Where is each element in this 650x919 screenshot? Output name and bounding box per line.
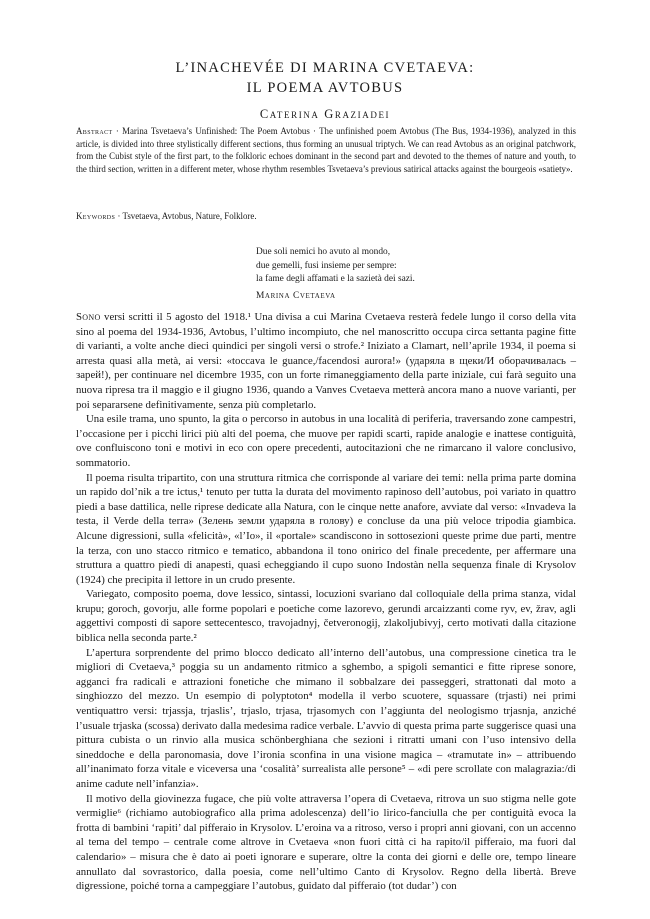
epigraph-line: due gemelli, fusi insieme per sempre:	[256, 260, 397, 271]
paragraph: L’apertura sorprendente del primo blocco dedicato all’interno dell’autobus, una compressione cinetica tra le migliori di Cvetaeva,³ poggia su un andamento ritmico a sghembo, a spigoli semantici e fitte riprese sonore, agganci fra radicali e attrazioni fonetiche che mimano il sobbalzare dei passeggeri, strattonati dal moto a singhiozzo del mezzo. Un esempio di polyptoton⁴ modella il verbo scuotere, squassare (trjasti) nei primi ventiquattro versi: trjassja, trjaslis’, trjaslo, trjasa, trjasomych con l’aggiunta del neologismo trjasnja, anziché l’usuale trjaska (scossa) derivato dalla medesima radice verbale. L’avvio di questa prima parte suggerisce quasi una pittura cubista o un rinvio alla musica schönberghiana che sezioni i ritratti umani con l’uso intensivo della sineddoche e della paronomasia, dove l’ironia sconfina in una visione magica – «tramutate in» – attribuendo all’inanimato forza vitale e viceversa una ‘cosalità’ surrealista alle persone⁵ – «di pere scrollate con malagrazia:/di anime cadute nell’infanzia».	[76, 646, 576, 790]
title-line-2: IL POEMA AVTOBUS	[246, 80, 404, 96]
paragraph-text: versi scritti il 5 agosto del 1918.¹ Una divisa a cui Marina Cvetaeva resterà fedele lungo il corso della vita sino al poema del 1934-1936, Avtobus, l’ultimo incompiuto, che nel manoscritto occupa circa settanta pagine fitte di varianti, a volte anche dieci quindici per singoli versi o strofe.² Iniziato a Clamart, nell’aprile 1934, il poema si arresta quasi alla metà, ai versi: «toccava le guance,/facendosi aurora!» (ударяла в щеки/И оборачивалась – зарей!), per continuare nel dicembre 1935, con un forte rimaneggiamento della parte iniziale, cui farà seguito una nuova ripresa tra il maggio e il giugno 1936, quando a Vanves Cvetaeva metterà ancora mano a nuove varianti, per poi separarsene definitivamente, senza più completarlo.	[76, 311, 576, 411]
abstract	[76, 125, 576, 175]
epigraph	[256, 246, 556, 303]
epigraph-attribution: Marina Cvetaeva	[256, 290, 336, 301]
keywords-label: Keywords	[76, 211, 116, 221]
keywords	[76, 210, 576, 223]
paragraph	[76, 310, 576, 412]
paragraph: Il poema risulta tripartito, con una struttura ritmica che corrisponde al variare dei temi: nella prima parte domina un rapido dol’nik a tre ictus,¹ tenuto per tutta la durata del movimento rapinoso dell’autobus, poi variato in quattro piedi a base dattilica, nelle riprese dedicate alla Natura, con le cinque nette anafore, avviate dal verso: «Invadeva la testa, il Verde della terra» (Зелень земли ударяла в голову) e concluse da una più veloce tripodia giambica. Alcune digressioni, sulla «felicità», «l’Io», il «portale» scandiscono in sottosezioni queste prime due parti, mentre la terza, con uno stacco ritmico e tematico, abbandona il tono onirico del finale precedente, per affermare una struttura a quattro piedi di anapesti, quasi echeggiando il cupo suono Indostàn nella sequenza finale di Krysolov (1924) che precipita il lettore in un crudo presente.	[76, 471, 576, 586]
author-name: Caterina Graziadei	[259, 107, 391, 121]
abstract-label: Abstract	[76, 126, 113, 136]
abstract-text: · Marina Tsvetaeva’s Unfinished: The Poem Avtobus · The unfinished poem Avtobus (The Bus, 1934-1936), analyzed in this article, is divided into three stylistically different sections, thus forming an unusual triptych. We can read Avtobus as an original patchwork, from the Cubist style of the first part, to the folkloric echoes dominant in the second part and devoted to the themes of nature and youth, to the third section, written in a different meter, whose rhythm resembles Tsvetaeva’s previous satirical attacks against the bourgeois «satiety».	[76, 126, 576, 174]
paragraph-lead-word: Sono	[76, 311, 101, 323]
title-line-1: L’INACHEVÉE DI MARINA CVETAEVA:	[175, 60, 475, 76]
epigraph-line: la fame degli affamati e la sazietà dei sazi.	[256, 274, 415, 285]
article-title	[0, 58, 650, 98]
paragraph: Una esile trama, uno spunto, la gita o percorso in autobus in una località di periferia, traversando zone campestri, l’occasione per i picchi lirici più alti del poema, che muove per rapidi scarti, rapide analogie e inattese contiguità, ove confluiscono toni e motivi in eco con opere precedenti, autocitazioni che ne rimarcano il valore conclusivo, sommatorio.	[76, 413, 576, 469]
paragraph: Il motivo della giovinezza fugace, che più volte attraversa l’opera di Cvetaeva, ritrova un suo stigma nelle gote vermiglie⁶ (richiamo autobiografico alla prima adolescenza) dell’io lirico-fanciulla che per contiguità evoca la frotta di bambini ‘rapiti’ dal pifferaio in Krysolov. L’eroina va a ritroso, verso i propri anni giovani, con un accenno al tema del tempo – centrale come altrove in Cvetaeva «non fuori città ci ha rapito/il pifferaio, ma fuori dal calendario» – misura che è dato ai poeti ignorare e superare, oltre la conta dei giorni e delle ore, tempo lineare annullato dal sovrastorico, dalla poesia, come nell’ultimo Canto di Krysolov. Regno della libertà. Breve digressione, poiché torna a campeggiare l’autobus, guidato dal pifferaio (tot dudar’) con	[76, 792, 576, 893]
title-block	[0, 58, 650, 122]
epigraph-line: Due soli nemici ho avuto al mondo,	[256, 247, 391, 257]
keywords-text: · Tsvetaeva, Avtobus, Nature, Folklore.	[115, 211, 257, 221]
paragraph: Variegato, composito poema, dove lessico, sintassi, locuzioni svariano dal colloquiale della prima stanza, vidal krupu; goroch, govorju, alle forme popolari e poetiche come lazorevo, gerundi arcaizzanti come ryv, ev, žrav, agli aggettivi composti di sapore settecentesco, travojadnyj, četveronogij, zlakoljubivyj, certo motivati dalla citazione biblica nella seconda parte.²	[76, 588, 576, 645]
article-body	[76, 310, 576, 894]
